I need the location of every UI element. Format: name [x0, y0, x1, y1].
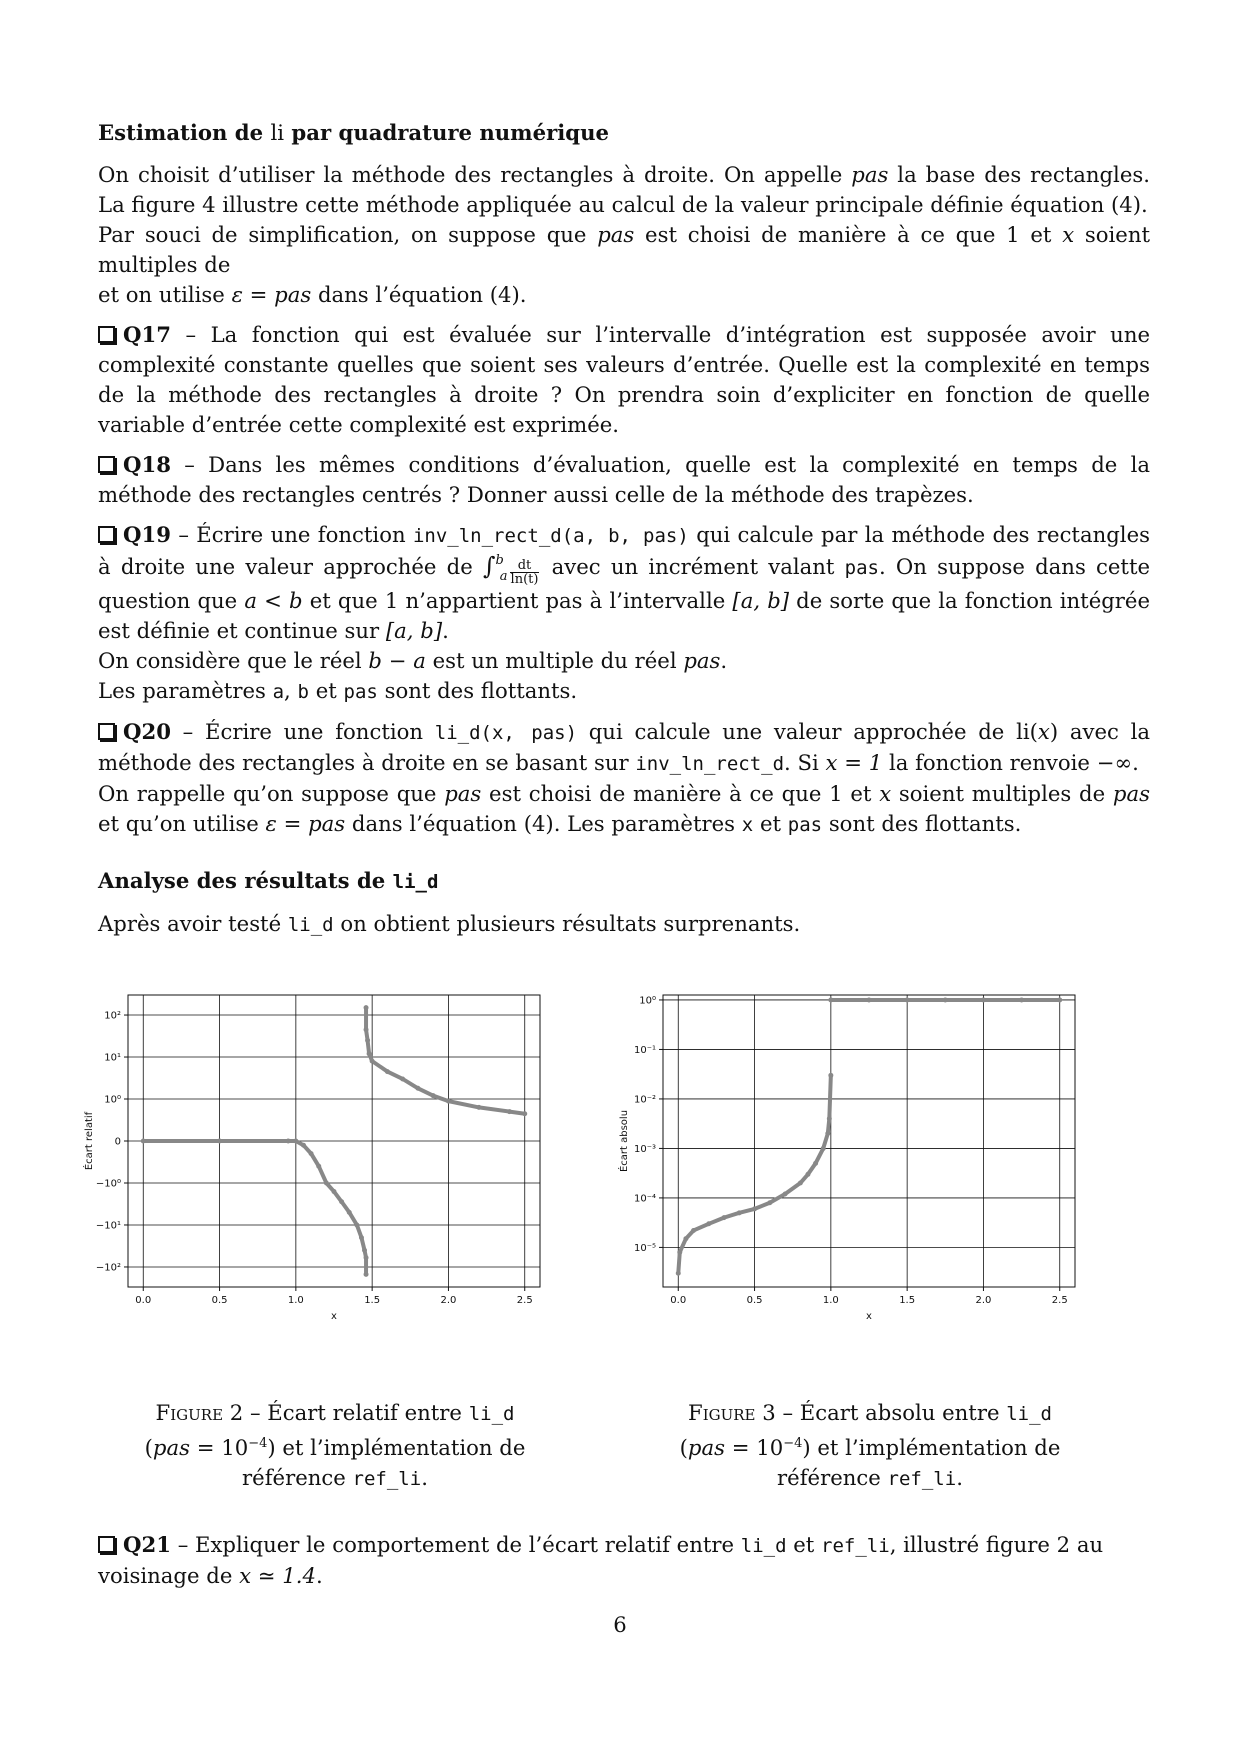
figure-2-caption: Figure 2 – Écart relatif entre li_d $(pas = 10^{-4})$ et l’implémentation de référence ref_li.	[144, 1400, 526, 1491]
y-tick-label: 10⁻¹	[633, 1044, 656, 1056]
absolute-error-chart	[615, 985, 1115, 1365]
y-tick-label: 10⁰	[104, 1094, 121, 1106]
x-axis-label: x	[331, 1311, 337, 1322]
y-tick-label: −10¹	[95, 1220, 121, 1232]
y-tick-label: 0	[114, 1136, 121, 1148]
plot-frame	[663, 995, 1075, 1287]
data-segment	[319, 1166, 327, 1183]
data-segment	[755, 1203, 770, 1209]
x-tick-label: 0.0	[135, 1295, 152, 1306]
checkbox-icon	[98, 723, 115, 740]
data-segment	[387, 1072, 402, 1079]
checkbox-icon	[98, 526, 115, 543]
x-tick-label: 0.5	[211, 1295, 228, 1306]
data-segment	[680, 1239, 686, 1253]
checkbox-icon	[98, 1536, 115, 1553]
section-title-analyse: Analyse des résultats de li_d	[98, 868, 439, 893]
x-tick-label: 1.5	[364, 1295, 381, 1306]
data-segment	[678, 1252, 680, 1273]
y-axis-label: Écart absolu	[619, 1109, 630, 1173]
data-segment	[418, 1088, 433, 1095]
data-segment	[829, 1075, 831, 1118]
y-tick-label: −10⁰	[95, 1178, 121, 1190]
y-tick-label: 10⁻²	[633, 1094, 656, 1106]
page-content	[98, 118, 1150, 950]
data-segment	[785, 1183, 800, 1194]
question-q17: Q17 – La fonction qui est évaluée sur l’intervalle d’intégration est supposée avoir une complexité constante quelles que soient ses valeurs d’entrée. Quelle est la complexité en temps de la méthode des rectangles à droite ? On prendra soin d’expliciter en fonction de quelle variable d’entrée cette complexité est exprimée.	[98, 322, 1150, 437]
question-q21: Q21 – Expliquer le comportement de l’écart relatif entre li_d et ref_li, illustré figure 2 au voisinage de x ≃ 1.4.	[98, 1532, 1104, 1588]
x-axis-label: x	[866, 1311, 872, 1322]
intro-paragraph: On choisit d’utiliser la méthode des rectangles à droite. On appelle pas la base des rectangles. La figure 4 illustre cette méthode appliquée au calcul de la valeur principale définie équation (4). Par souci de simplification, on suppose que pas est choisi de manière à ce que 1 et x soient multiples de et on utilise ε = pas dans l’équation (4).	[98, 162, 1150, 307]
page-number: 6	[613, 1612, 627, 1637]
question-q20: Q20 – Écrire une fonction li_d(x, pas) qui calcule une valeur approchée de li(x) avec la méthode des rectangles à droite en se basant sur inv_ln_rect_d. Si x = 1 la fonction renvoie −∞. On rappelle qu’on suppose que pas est choisi de manière à ce que 1 et x soient multiples de pas et qu’on utilise ε = pas dans l’équation (4). Les paramètres x et pas sont des flottants.	[98, 719, 1150, 836]
x-tick-label: 2.0	[975, 1295, 992, 1306]
y-tick-label: −10²	[95, 1262, 121, 1274]
data-segment	[509, 1112, 524, 1114]
x-tick-label: 1.0	[822, 1295, 839, 1306]
x-tick-label: 1.5	[899, 1295, 916, 1306]
y-tick-label: 10⁻⁵	[633, 1242, 656, 1254]
checkbox-icon	[98, 456, 115, 473]
data-segment	[770, 1194, 785, 1203]
figure-3	[615, 985, 1115, 1369]
data-segment	[828, 1119, 830, 1134]
x-tick-label: 2.0	[440, 1295, 457, 1306]
y-tick-label: 10⁰	[639, 995, 656, 1007]
data-segment	[368, 1040, 370, 1053]
data-segment	[349, 1212, 357, 1225]
x-tick-label: 2.5	[516, 1295, 533, 1306]
y-tick-label: 10⁻³	[633, 1143, 656, 1155]
y-axis-label: Écart relatif	[84, 1111, 95, 1171]
data-segment	[357, 1225, 362, 1238]
data-segment	[808, 1163, 816, 1174]
figure-3-caption: Figure 3 – Écart absolu entre li_d $(pas = 10^{-4})$ et l’implémentation de référence ref_li.	[679, 1400, 1061, 1491]
data-segment	[403, 1079, 418, 1088]
data-segment	[739, 1209, 754, 1213]
data-segment	[816, 1148, 824, 1163]
question-q19: Q19 – Écrire une fonction inv_ln_rect_d(a, b, pas) qui calcule par la méthode des rectangles à droite une valeur approchée de ∫$^b_a$ $\frac{dt}{\ln(t)}$ avec un incrément valant pas. On suppose dans cette question que a < b et que 1 n’appartient pas à l’intervalle [a, b] de sorte que la fonction intégrée est définie et continue sur [a, b]. On considère que le réel b − a est un multiple du réel pas. Les paramètres a, b et pas sont des flottants.	[98, 522, 1151, 703]
integral-symbol: ∫	[482, 552, 496, 580]
data-segment	[448, 1101, 479, 1107]
y-tick-label: 10⁻⁴	[633, 1193, 656, 1205]
data-segment	[372, 1061, 387, 1071]
analyse-paragraph: Après avoir testé li_d on obtient plusieurs résultats surprenants.	[98, 911, 801, 936]
figure-2	[80, 985, 580, 1369]
section-title-estimation: Estimation de li par quadrature numérique	[98, 120, 609, 145]
fraction: $\frac{dt}{\ln(t)}$	[510, 558, 539, 587]
x-tick-label: 1.0	[287, 1295, 304, 1306]
question-q18: Q18 – Dans les mêmes conditions d’évaluation, quelle est la complexité en temps de la méthode des rectangles centrés ? Donner aussi celle de la méthode des trapèzes.	[98, 452, 1150, 507]
data-segment	[823, 1134, 828, 1149]
data-segment	[724, 1213, 739, 1218]
x-tick-label: 2.5	[1051, 1295, 1068, 1306]
y-tick-label: 10¹	[104, 1052, 121, 1064]
data-segment	[694, 1224, 709, 1231]
data-segment	[433, 1096, 448, 1101]
data-segment	[311, 1154, 319, 1167]
data-segment	[479, 1107, 510, 1111]
x-tick-label: 0.0	[670, 1295, 687, 1306]
data-segment	[709, 1218, 724, 1224]
relative-error-chart	[80, 985, 580, 1365]
checkbox-icon	[98, 326, 115, 343]
y-tick-label: 10²	[104, 1010, 121, 1022]
x-tick-label: 0.5	[746, 1295, 763, 1306]
